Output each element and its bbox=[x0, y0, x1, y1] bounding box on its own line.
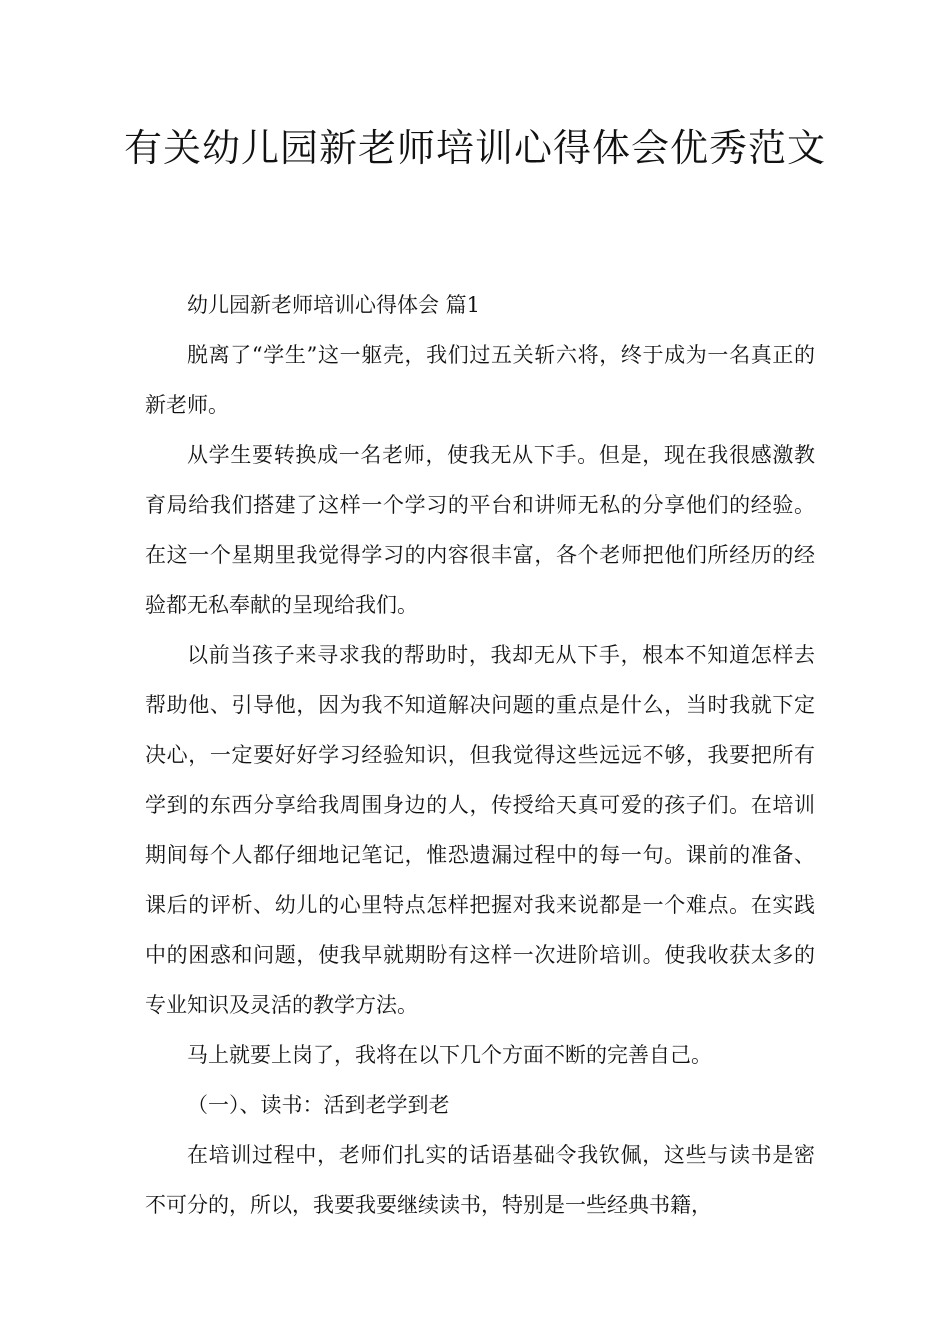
document-body bbox=[145, 280, 815, 1230]
paragraph: 以前当孩子来寻求我的帮助时，我却无从下手，根本不知道怎样去帮助他、引导他，因为我不知道解决问题的重点是什么，当时我就下定决心，一定要好好学习经验知识，但我觉得这些远远不够，我要把所有学到的东西分享给我周围身边的人，传授给天真可爱的孩子们。在培训期间每个人都仔细地记笔记，惟恐遗漏过程中的每一句。课前的准备、课后的评析、幼儿的心里特点怎样把握对我来说都是一个难点。在实践中的困惑和问题，使我早就期盼有这样一次进阶培训。使我收获太多的专业知识及灵活的教学方法。 bbox=[145, 643, 815, 1017]
paragraph: 从学生要转换成一名老师，使我无从下手。但是，现在我很感激教育局给我们搭建了这样一个学习的平台和讲师无私的分享他们的经验。在这一个星期里我觉得学习的内容很丰富，各个老师把他们所经历的经验都无私奉献的呈现给我们。 bbox=[145, 443, 815, 617]
subsection-heading: （一）、读书：活到老学到老 bbox=[187, 1093, 450, 1117]
section-heading: 幼儿园新老师培训心得体会 篇1 bbox=[187, 293, 481, 317]
document-title: 有关幼儿园新老师培训心得体会优秀范文 bbox=[123, 126, 826, 170]
paragraph: 马上就要上岗了，我将在以下几个方面不断的完善自己。 bbox=[187, 1043, 712, 1067]
paragraph: 在培训过程中，老师们扎实的话语基础令我钦佩，这些与读书是密不可分的，所以，我要我要继续读书，特别是一些经典书籍， bbox=[145, 1143, 815, 1217]
paragraph: 脱离了“学生”这一躯壳，我们过五关斩六将，终于成为一名真正的新老师。 bbox=[145, 343, 815, 417]
